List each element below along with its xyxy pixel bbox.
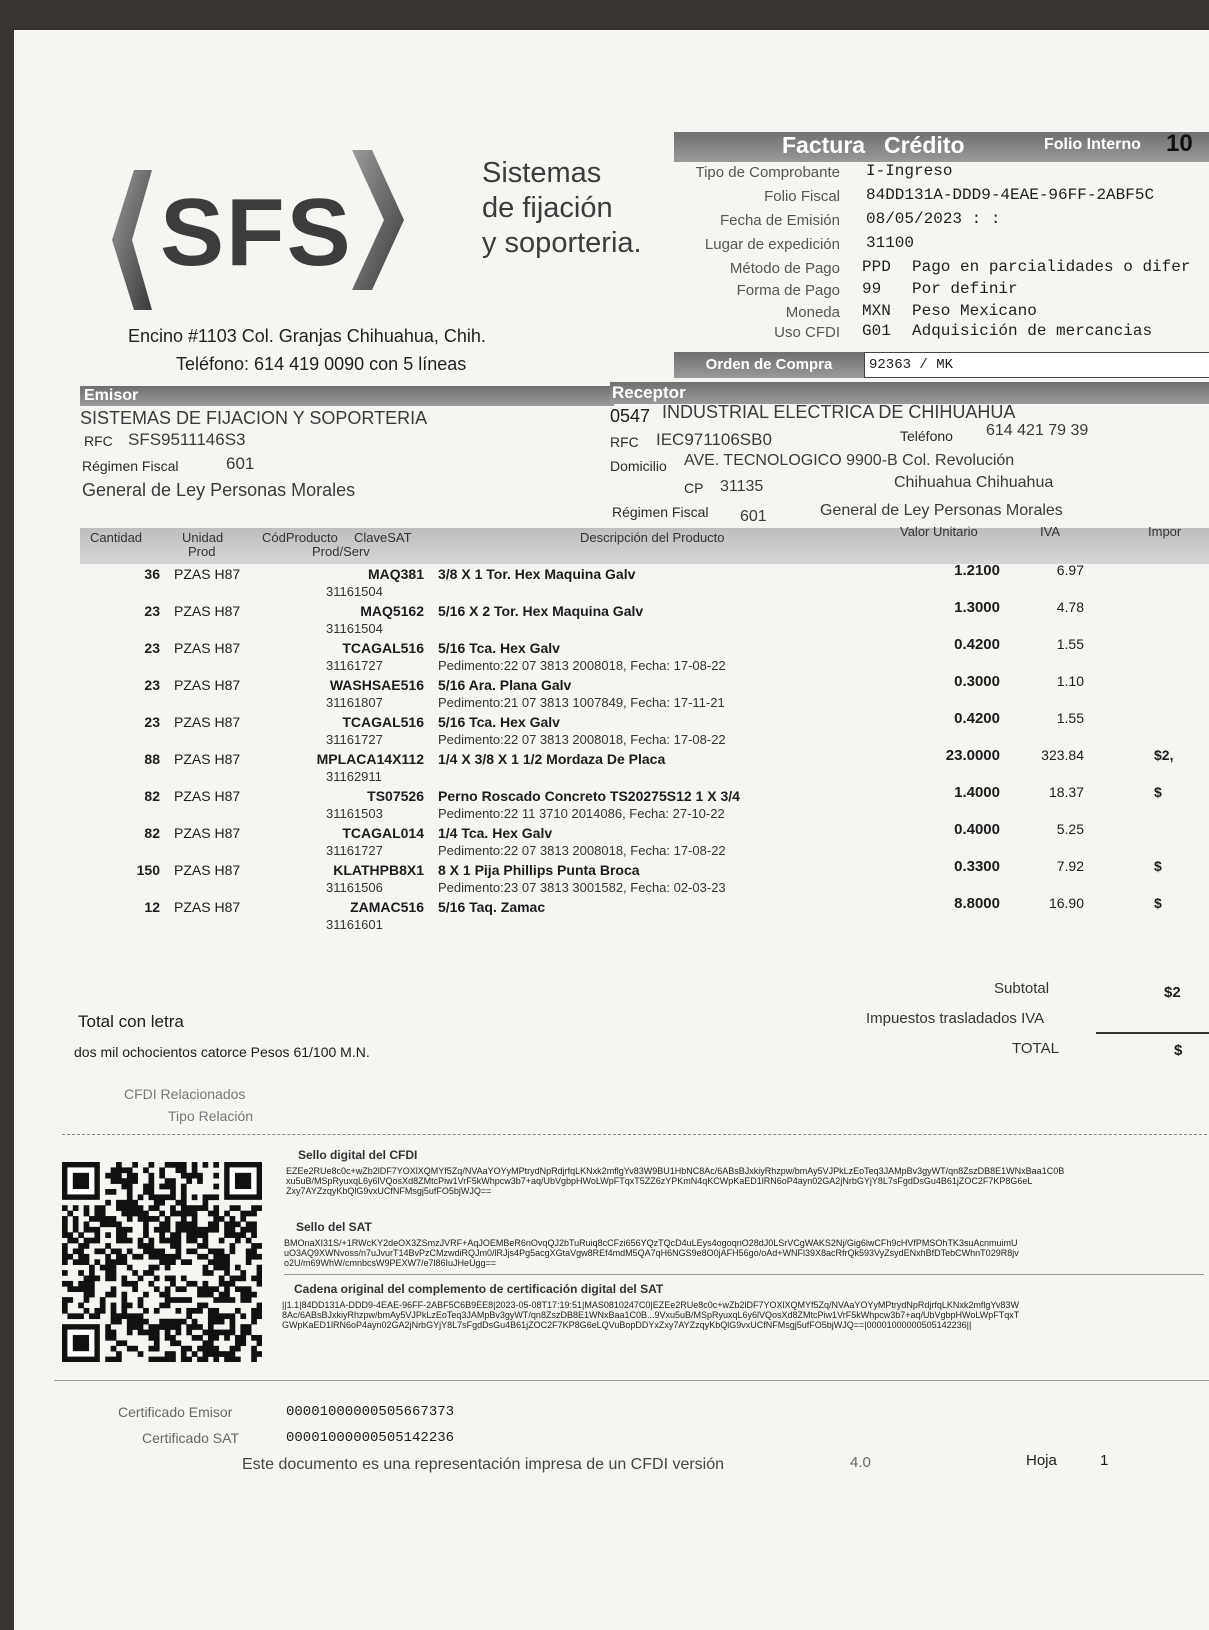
receptor-domicilio: AVE. TECNOLOGICO 9900-B Col. Revolución bbox=[684, 452, 1015, 469]
subtotal-value: $2 bbox=[1164, 984, 1181, 1001]
col-descripcion: Descripción del Producto bbox=[580, 530, 725, 545]
item-qty: 82 bbox=[144, 788, 160, 804]
item-qty: 12 bbox=[144, 899, 160, 915]
receptor-rfc-label: RFC bbox=[610, 434, 639, 450]
header-field-label: Forma de Pago bbox=[736, 282, 840, 299]
item-clave-sat: 31161727 bbox=[326, 843, 383, 858]
item-pedimento: Pedimento:22 11 3710 2014086, Fecha: 27-10-22 bbox=[438, 806, 725, 821]
cert-emisor-label: Certificado Emisor bbox=[118, 1404, 233, 1420]
item-price: 0.4200 bbox=[954, 710, 1000, 727]
receptor-rfc: IEC971106SB0 bbox=[656, 430, 772, 449]
receptor-regimen-label: Régimen Fiscal bbox=[612, 504, 709, 520]
emisor-rfc: SFS9511146S3 bbox=[128, 430, 246, 449]
item-clave-sat: 31161504 bbox=[326, 621, 383, 636]
item-price: 8.8000 bbox=[954, 895, 1000, 912]
item-price: 1.4000 bbox=[954, 784, 1000, 801]
header-field-code: PPD bbox=[862, 258, 891, 276]
item-qty: 82 bbox=[144, 825, 160, 841]
item-clave-sat: 31161504 bbox=[326, 584, 383, 599]
item-qty: 88 bbox=[144, 751, 160, 767]
logo-text: SFS bbox=[160, 179, 353, 286]
item-pedimento: Pedimento:22 07 3813 2008018, Fecha: 17-08-22 bbox=[438, 658, 726, 673]
item-price: 23.0000 bbox=[945, 747, 1000, 764]
company-address: Encino #1103 Col. Granjas Chihuahua, Chih. bbox=[128, 326, 486, 346]
item-iva: 323.84 bbox=[1041, 747, 1084, 763]
item-iva: 1.55 bbox=[1056, 710, 1084, 726]
item-qty: 23 bbox=[144, 640, 160, 656]
orden-compra-label: Orden de Compra bbox=[674, 352, 864, 378]
total-letra-label: Total con letra bbox=[78, 1012, 184, 1031]
subtotal-label: Subtotal bbox=[994, 980, 1050, 997]
cfdi-relacionados-label: CFDI Relacionados bbox=[124, 1086, 246, 1102]
footer-divider bbox=[54, 1380, 1209, 1381]
item-amount: $ bbox=[1154, 895, 1162, 911]
item-unit: PZAS H87 bbox=[174, 899, 241, 915]
cadena-divider bbox=[284, 1274, 1204, 1275]
item-pedimento: Pedimento:22 07 3813 2008018, Fecha: 17-08-22 bbox=[438, 732, 726, 747]
qr-code bbox=[62, 1162, 262, 1362]
item-iva: 16.90 bbox=[1048, 895, 1084, 911]
item-qty: 36 bbox=[144, 566, 160, 582]
item-clave-sat: 31161601 bbox=[326, 917, 383, 932]
receptor-phone-label: Teléfono bbox=[900, 428, 953, 444]
totals-divider bbox=[1096, 1032, 1209, 1034]
emisor-rfc-label: RFC bbox=[84, 433, 113, 449]
item-pedimento: Pedimento:21 07 3813 1007849, Fecha: 17-11-21 bbox=[438, 695, 725, 710]
sello-cfdi-value: EZEe2RUe8c0c+wZb2lDF7YOXlXQMYf5Zq/NVAaYOYyMPtrydNpRdjrfqLKNxk2mflgYv83W9BU1HbNC8Ac/6ABsBJxkiyRhzpw/bmAy5VJPkLzEoTeq3JAMpBv3gyWT/qn8ZszDB8E1WNxBaa1C0B xu5uB/MSpRyuxqL6y6lVQosXd8ZMtcPiw1VrF5kWhpcw3b7+aq/UbVgbpHWoLWpFTqxT5ZZ6zYPKmN4qKCWpKaED1lRN6oP4ayn02GA2jNrbGYjY8L7sFgdDsGu4B61jZOC2F7KP8G6eL Zxy7AYZzqyKbQlG9vxUCfNFMsgj5ufFO5bjWJQ== bbox=[286, 1166, 1065, 1196]
col-unidad-prod: Prod bbox=[188, 544, 216, 559]
iva-total-label: Impuestos trasladados IVA bbox=[866, 1010, 1045, 1027]
header-field-value: 31100 bbox=[866, 234, 915, 252]
cfdi-footer-text: Este documento es una representación impresa de un CFDI versión bbox=[242, 1456, 725, 1473]
item-price: 0.4200 bbox=[954, 636, 1000, 653]
sfs-logo bbox=[94, 150, 434, 330]
item-qty: 23 bbox=[144, 677, 160, 693]
item-unit: PZAS H87 bbox=[174, 714, 241, 730]
item-unit: PZAS H87 bbox=[174, 603, 241, 619]
item-code: MPLACA14X112 bbox=[316, 751, 424, 767]
item-price: 0.3300 bbox=[954, 858, 1000, 875]
item-desc: 3/8 X 1 Tor. Hex Maquina Galv bbox=[438, 566, 636, 582]
receptor-city: Chihuahua Chihuahua bbox=[894, 474, 1054, 491]
hoja-value: 1 bbox=[1100, 1452, 1109, 1469]
item-code: TCAGAL014 bbox=[342, 825, 424, 841]
company-name-line1: Sistemas bbox=[482, 157, 602, 189]
company-name bbox=[482, 156, 682, 261]
receptor-name: INDUSTRIAL ELECTRICA DE CHIHUAHUA bbox=[662, 402, 1016, 422]
total-letra-value: dos mil ochocientos catorce Pesos 61/100 M.N. bbox=[74, 1044, 370, 1060]
item-desc: Perno Roscado Concreto TS20275S12 1 X 3/4 bbox=[438, 788, 740, 804]
folio-interno-label: Folio Interno bbox=[1044, 136, 1141, 153]
item-unit: PZAS H87 bbox=[174, 640, 241, 656]
cert-emisor-value: 00001000000505667373 bbox=[286, 1404, 455, 1420]
item-desc: 5/16 X 2 Tor. Hex Maquina Galv bbox=[438, 603, 644, 619]
item-unit: PZAS H87 bbox=[174, 677, 241, 693]
item-code: MAQ381 bbox=[367, 566, 424, 582]
item-qty: 23 bbox=[144, 603, 160, 619]
item-iva: 6.97 bbox=[1056, 562, 1084, 578]
cadena-label: Cadena original del complemento de certificación digital del SAT bbox=[294, 1282, 664, 1296]
orden-compra-value: 92363 / MK bbox=[864, 352, 1209, 378]
item-desc: 8 X 1 Pija Phillips Punta Broca bbox=[438, 862, 640, 878]
sello-cfdi-label: Sello digital del CFDI bbox=[298, 1148, 418, 1162]
item-desc: 5/16 Taq. Zamac bbox=[438, 899, 546, 915]
invoice-title: Factura bbox=[782, 132, 866, 158]
item-iva: 5.25 bbox=[1056, 821, 1084, 837]
cert-sat-label: Certificado SAT bbox=[142, 1430, 239, 1446]
total-value: $ bbox=[1174, 1042, 1183, 1059]
item-clave-sat: 31161503 bbox=[326, 806, 383, 821]
company-name-line2: de fijación bbox=[482, 192, 613, 224]
receptor-bar: Receptor bbox=[610, 382, 1209, 404]
folio-interno-value: 10 bbox=[1166, 130, 1193, 157]
company-name-line3: y soporteria. bbox=[482, 227, 642, 259]
cfdi-version: 4.0 bbox=[850, 1454, 871, 1471]
item-desc: 5/16 Tca. Hex Galv bbox=[438, 640, 560, 656]
qr-code-graphic bbox=[62, 1162, 262, 1362]
total-label: TOTAL bbox=[1012, 1040, 1059, 1057]
item-pedimento: Pedimento:22 07 3813 2008018, Fecha: 17-08-22 bbox=[438, 843, 726, 858]
receptor-number: 0547 bbox=[610, 406, 651, 426]
tipo-relacion-label: Tipo Relación bbox=[168, 1108, 254, 1124]
header-field-value: 08/05/2023 : : bbox=[866, 210, 1001, 228]
sello-divider bbox=[62, 1134, 1209, 1135]
header-field-value: Por definir bbox=[912, 280, 1018, 298]
item-desc: 1/4 Tca. Hex Galv bbox=[438, 825, 553, 841]
header-field-value: Adquisición de mercancias bbox=[912, 322, 1153, 340]
company-phone: Teléfono: 614 419 0090 con 5 líneas bbox=[176, 354, 467, 374]
receptor-cp-label: CP bbox=[684, 480, 704, 496]
item-iva: 4.78 bbox=[1056, 599, 1084, 615]
item-amount: $ bbox=[1154, 858, 1162, 874]
hoja-label: Hoja bbox=[1026, 1452, 1057, 1469]
item-iva: 18.37 bbox=[1048, 784, 1084, 800]
item-unit: PZAS H87 bbox=[174, 751, 241, 767]
item-code: ZAMAC516 bbox=[350, 899, 424, 915]
col-iva: IVA bbox=[1040, 524, 1060, 539]
item-unit: PZAS H87 bbox=[174, 862, 241, 878]
item-price: 0.4000 bbox=[954, 821, 1000, 838]
col-clavesat: ClaveSAT bbox=[354, 530, 412, 545]
header-field-label: Lugar de expedición bbox=[704, 236, 840, 253]
item-code: TS07526 bbox=[367, 788, 424, 804]
header-field-label: Método de Pago bbox=[729, 260, 840, 277]
item-qty: 23 bbox=[144, 714, 160, 730]
item-amount: $2, bbox=[1154, 747, 1174, 763]
item-clave-sat: 31162911 bbox=[326, 769, 382, 784]
item-clave-sat: 31161727 bbox=[326, 658, 383, 673]
factura-title-bar bbox=[674, 132, 1209, 162]
item-code: TCAGAL516 bbox=[342, 714, 424, 730]
cert-sat-value: 00001000000505142236 bbox=[286, 1430, 455, 1446]
item-code: WASHSAE516 bbox=[329, 677, 424, 693]
item-unit: PZAS H87 bbox=[174, 566, 241, 582]
item-price: 1.3000 bbox=[954, 599, 1000, 616]
header-field-value: Peso Mexicano bbox=[912, 302, 1037, 320]
emisor-name: SISTEMAS DE FIJACION Y SOPORTERIA bbox=[80, 408, 428, 428]
item-clave-sat: 31161506 bbox=[326, 880, 383, 895]
header-field-label: Fecha de Emisión bbox=[719, 212, 840, 229]
item-code: KLATHPB8X1 bbox=[333, 862, 424, 878]
item-code: TCAGAL516 bbox=[342, 640, 424, 656]
invoice-subtitle: Crédito bbox=[884, 132, 965, 158]
item-desc: 1/4 X 3/8 X 1 1/2 Mordaza De Placa bbox=[438, 751, 666, 767]
header-field-code: MXN bbox=[862, 302, 891, 320]
sello-sat-label: Sello del SAT bbox=[296, 1220, 372, 1234]
item-price: 1.2100 bbox=[954, 562, 1000, 579]
item-code: MAQ5162 bbox=[360, 603, 424, 619]
item-desc: 5/16 Tca. Hex Galv bbox=[438, 714, 560, 730]
header-field-label: Tipo de Comprobante bbox=[695, 164, 840, 181]
items-column-header bbox=[80, 524, 1209, 564]
receptor-phone: 614 421 79 39 bbox=[986, 422, 1089, 439]
header-field-value: 84DD131A-DDD9-4EAE-96FF-2ABF5C bbox=[866, 186, 1155, 204]
cadena-value: ||1.1|84DD131A-DDD9-4EAE-96FF-2ABF5C6B9EE8|2023-05-08T17:19:51|MAS0810247C0|EZEe2RUe8c0c+wZb2lDF7YOXlXQMYf5Zq/NVAaYOYyMPtrydNpRdjrfqLKNxk2mflgYv83W 8Ac/6ABsBJxkiyRhzpw/bmAy5VJPkLzEoTeq3JAMpBv3gyWT/qn8ZszDB8E1WNxBaa1C0B...9Vxu5uB/MSpRyuxqL6y6lVQosXd8ZMtcPiw1VrF5kWhpcw3b7+aq/UbVgbpHWoLWpFTqxT GWpKaED1lRN6oP4ayn02GA2jNrbGYjY8L7sFgdDsGu4B61jZOC2F7KP8G6eLQVuBopDDYxZxy7AYZzqyKbQlG9vxUCfNFMsgj5ufFO5bjWJQ==|00001000000505142236|| bbox=[282, 1300, 1020, 1330]
header-field-value: I-Ingreso bbox=[866, 162, 953, 180]
emisor-regimen-code: 601 bbox=[226, 454, 255, 473]
emisor-regimen-label: Régimen Fiscal bbox=[82, 458, 179, 474]
item-clave-sat: 31161727 bbox=[326, 732, 383, 747]
item-unit: PZAS H87 bbox=[174, 788, 241, 804]
emisor-bar: Emisor bbox=[80, 386, 614, 406]
receptor-domicilio-label: Domicilio bbox=[610, 458, 667, 474]
item-iva: 1.55 bbox=[1056, 636, 1084, 652]
item-qty: 150 bbox=[136, 862, 160, 878]
item-unit: PZAS H87 bbox=[174, 825, 241, 841]
header-field-code: G01 bbox=[862, 322, 891, 340]
col-clavesat-prodserv: Prod/Serv bbox=[312, 544, 370, 559]
item-clave-sat: 31161807 bbox=[326, 695, 383, 710]
invoice-sheet bbox=[14, 30, 1209, 1630]
item-iva: 1.10 bbox=[1056, 673, 1084, 689]
col-importe: Impor bbox=[1148, 524, 1182, 539]
header-field-value: Pago en parcialidades o difer bbox=[912, 258, 1191, 276]
receptor-regimen-code: 601 bbox=[740, 508, 767, 525]
header-field-label: Folio Fiscal bbox=[764, 188, 840, 205]
item-amount: $ bbox=[1154, 784, 1162, 800]
col-cantidad: Cantidad bbox=[90, 530, 143, 545]
sello-sat-value: BMOnaXI31S/+1RWcKY2deOX3ZSmzJVRF+AqJOEMBeR6nOvqQJ2bTuRuiq8cCFzi656YQzTQcD4uLEys4ogoqnO28dJ0LSrVCgWAKS2Nj/Gig6lwCFh9cHVfPMSOhTK3suAcnmuimU uO3AQ9XWNvoss/n7uJvurT14BvPzCMzwdiRQJm0/lRJjs4Pg5acgXGtaVgw8REf4mdM5QA7qH6NGS9e8O0jAFH56go/oAd+WNFl39X8acRfrQk593VyZsydENxhBfDTebCWhnT029R8jv o2U/m69WhW/cmnbcsW9PEXW7/e7l86IuJHeUgg== bbox=[284, 1238, 1019, 1268]
item-desc: 5/16 Ara. Plana Galv bbox=[438, 677, 572, 693]
receptor-cp: 31135 bbox=[720, 478, 764, 495]
col-codproducto: CódProducto bbox=[262, 530, 338, 545]
col-unidad: Unidad bbox=[182, 530, 224, 545]
emisor-regimen-desc: General de Ley Personas Morales bbox=[82, 480, 356, 500]
col-valor-unitario: Valor Unitario bbox=[900, 524, 978, 539]
item-price: 0.3000 bbox=[954, 673, 1000, 690]
header-field-code: 99 bbox=[862, 280, 882, 298]
item-pedimento: Pedimento:23 07 3813 3001582, Fecha: 02-03-23 bbox=[438, 880, 726, 895]
header-field-label: Moneda bbox=[785, 304, 840, 321]
item-iva: 7.92 bbox=[1056, 858, 1084, 874]
header-field-label: Uso CFDI bbox=[774, 324, 840, 341]
receptor-regimen-desc: General de Ley Personas Morales bbox=[820, 502, 1063, 519]
